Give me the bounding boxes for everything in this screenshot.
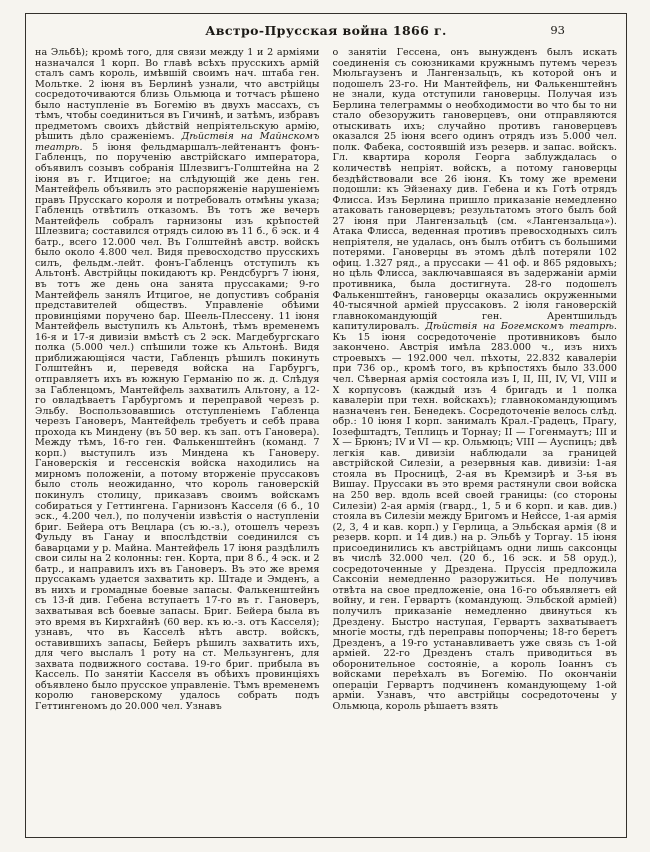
page-number: 93 (550, 23, 565, 37)
page-title: Австро-Прусская война 1866 г. (205, 23, 447, 38)
running-head (35, 19, 617, 43)
right-column-text-segment-2: Къ 15 іюня сосредоточеніе противниковъ было закончено. Австрія имѣла 283.000 ч., изъ нихъ строевыхъ — 192.000 чел. пѣхоты, 22.832 кавалеріи при 736 ор., кромѣ того, въ крѣпостяхъ было 33.000 чел. Сѣверная армія состояла изъ I, II, III, IV, VI, VIII и X корпусовъ (каждый изъ 4 бригадъ и 1 полка кавалеріи при техн. войскахъ); главнокомандующимъ назначенъ ген. Бенедекъ. Сосредоточеніе велось слѣд. обр.: 10 іюня I корп. занималъ Крал.-Градецъ, Прагу, Іозефштадтъ, Теплицъ и Торнау; II — Гогенмаутъ; III и X — Брюнъ; IV и VI — кр. Ольмюцъ; VIII — Ауспицъ; двѣ легкія кав. дивизіи наблюдали за границей австрійской Силезіи, а резервныя кав. дивизіи: 1-ая стояла въ Просницѣ, 2-ая въ Кремзирѣ и 3-ья въ Вишау. Пруссаки въ это время растянули свои войска на 250 вер. вдоль всей своей границы: (со стороны Силезіи) 2-ая армія (гвард., 1, 5 и 6 корп. и кав. див.) стояла въ Силезіи между Бригомъ и Нейссе, 1-ая армія (2, 3, 4 и кав. корп.) у Герлица, а Эльбская армія (8 и резерв. корп. и 14 див.) на р. Эльбѣ у Торгау. 15 іюня присоединились къ австрійцамъ одни лишь саксонцы въ числѣ 32.000 чел. (20 б., 16 эск. и 58 оруд.), сосредоточенные у Дрездена. Пруссія предложила Саксоніи немедленно разоружиться. Не получивъ отвѣта на свое предложеніе, она 16-го объявляетъ ей войну, и ген. Гервартъ (командующ. Эльбской арміей) получилъ приказаніе немедленно двинуться къ Дрездену. Быстро наступая, Гервартъ захватываетъ многіе мосты, гдѣ переправы попорчены; 18-го беретъ Дрезденъ, а 19-го устанавливаетъ уже связь съ 1-ой арміей. 22-го Дрезденъ сталъ приводиться въ оборонительное состояніе, а король Іоаннъ съ войсками переѣхалъ въ Богемію. По окончаніи операціи Гервартъ подчиненъ командующему 1-ой арміи. Узнавъ, что австрійцы сосредоточены у Ольмюца, король рѣшаетъ взять (332, 331, 617, 712)
text-columns (35, 48, 617, 829)
left-column-text-segment-1: на Эльбѣ); кромѣ того, для связи между 1 и 2 арміями назначался 1 корп. Во главѣ всѣхъ прусскихъ армій сталъ самъ король, имѣвшій своимъ нач. штаба ген. Мольтке. 2 іюня въ Берлинѣ узнали, что австрійцы сосредоточиваются близь Ольмюца и тотчасъ рѣшено было наступленіе въ Богемію въ двухъ массахъ, съ тѣмъ, чтобы соединиться въ Гичинѣ, и затѣмъ, избравъ предметомъ своихъ дѣйствій непріятельскую армію, рѣшить дѣло сраженіемъ. (35, 48, 320, 143)
section-heading-bohemian-theatre: Дѣйствія на Богемскомъ театрѣ. (425, 321, 617, 333)
section-heading-main-theatre: Дѣйствія на Майнскомъ театрѣ. (35, 131, 320, 153)
right-column (333, 48, 618, 829)
left-column (35, 48, 320, 829)
left-column-text-segment-2: 5 іюня фельдмаршалъ-лейтенантъ фонъ-Габленцъ, по порученію австрійскаго императора, объявилъ созывъ собранія Шлезвигъ-Голштейна на 2 іюня въ г. Итцигое; на слѣдующій же день ген. Мантейфель объявилъ это распоряженіе нарушеніемъ правъ Прусскаго короля и потребовалъ отмѣны указа; Габленцъ отвѣтилъ отказомъ. Въ тотъ же вечеръ Мантейфель собралъ гарнизоны изъ крѣпостей Шлезвига; составился отрядъ силою въ 11 б., 6 эск. и 4 батр., всего 12.000 чел. Въ Голштейнѣ австр. войскъ было около 4.800 чел. Видя превосходство прусскихъ силъ, фельдм.-лейт. фонъ-Габленцъ отступилъ къ Альтонѣ. Австрійцы покидаютъ кр. Рендсбургъ 7 іюня, въ тотъ же день она занята пруссаками; 9-го Мантейфель занялъ Итцигое, не допустивъ собранія представителей обществъ. Управленіе обѣими провинціями поручено бар. Шеель-Плессену. 11 іюня Мантейфель выступилъ къ Альтонѣ, тѣмъ временемъ 16-я и 17-я дивизіи вмѣстѣ съ 2 эск. Магдебургскаго полка (5.000 чел.) спѣшили тоже къ Альтонѣ. Видя приближающіяся части, Габленцъ рѣшилъ покинуть Голштейнъ и, переведя войска на Гарбургъ, отправляетъ ихъ въ южную Германію по ж. д. Слѣдуя за Габленцомъ, Мантейфель захватилъ Альтону, а 12-го овладѣваетъ Гарбургомъ и переправой черезъ р. Эльбу. Воспользовавшись отступленіемъ Габленца черезъ Гановеръ, Мантейфель требуетъ и себѣ права прохода къ Миндену (въ 50 вер. къ зап. отъ Гановера). Между тѣмъ, 16-го ген. Фалькенштейнъ (команд. 7 корп.) выступилъ изъ Миндена къ Гановеру. Гановерскія и гессенскія войска находились на мирномъ положеніи, а потому вторженіе пруссаковъ было столь неожиданно, что король гановерскій покинулъ столицу, приказавъ своимъ войскамъ собираться у Геттингена. Гарнизонъ Касселя (6 б., 10 эск., 4.200 чел.), по полученіи извѣстія о наступленіи бриг. Бейера отъ Вецлара (съ ю.-з.), отошелъ черезъ Фульду въ Ганау и впослѣдствіи соединился съ баварцами у р. Майна. Мантейфель 17 іюня раздѣлилъ свои силы на 2 колонны: ген. Корта, при 8 б., 4 эск. и 2 батр., и направилъ ихъ въ Гановеръ. Въ это же время пруссакамъ удается захватить кр. Штаде и Эмденъ, а въ нихъ и громадные боевые запасы. Фалькенштейнъ съ 13-й див. Гебена вступаетъ 17-го въ г. Гановеръ, захватывая всѣ боевые запасы. Бриг. Бейера была въ это время въ Кирхгайнѣ (60 вер. къ ю.-з. отъ Касселя); узнавъ, что въ Касселѣ нѣтъ австр. войскъ, оставившихъ запасы, Бейеръ рѣшилъ захватить ихъ, для чего выслалъ 1 роту на ст. Мельзунгенъ, для захвата подвижного состава. 19-го бриг. прибыла въ Кассель. По занятіи Касселя въ обѣихъ провинціяхъ объявлено было прусское управленіе. Тѣмъ временемъ королю гановерскому удалось собрать подъ Геттингеномъ до 20.000 чел. Узнавъ (35, 141, 320, 712)
right-column-text-segment-1: о занятіи Гессена, онъ вынужденъ былъ искать соединенія съ союзниками кружнымъ путемъ черезъ Мюльгаузенъ и Лангензальцъ, къ которой онъ и подошелъ 23-го. Ни Мантейфель, ни Фалькенштейнъ не знали, куда отступили гановерцы. Получая изъ Берлина телеграммы о необходимости во что бы то ни стало обезоружить гановерцевъ, они отправляются отыскивать ихъ; случайно противъ гановерцевъ оказался 25 іюня всего одинъ отрядъ изъ 5.000 чел. полк. Фабека, состоявшій изъ резерв. и запас. войскъ. Гл. квартира короля Георга заблуждалась о количествѣ непріят. войскъ, а потому гановерцы бездѣйствовали все 26 іюня. Къ тому же времени подошли: къ Эйзенаху див. Гебена и къ Готѣ отрядъ Флисса. Изъ Берлина пришло приказаніе немедленно атаковать гановерцевъ; результатомъ этого былъ бой 27 іюня при Лангензальцѣ (см. «Лангензальца»). Атака Флисса, веденная противъ превосходныхъ силъ непріятеля, не удалась, онъ былъ отбитъ съ большими потерями. Гановерцы въ этомъ дѣлѣ потеряли 102 офиц. 1.327 ряд., а пруссаки — 41 оф. и 865 рядовыхъ; но цѣль Флисса, заключавшаяся въ задержаніи арміи противника, была достигнута. 28-го подошелъ Фалькенштейнъ, гановерцы оказались окруженными 40-тысячной арміей пруссаковъ. 2 іюля гановерскій главнокомандующій ген. Арентшильдъ капитулировалъ. (332, 48, 617, 333)
page-frame (25, 13, 627, 838)
